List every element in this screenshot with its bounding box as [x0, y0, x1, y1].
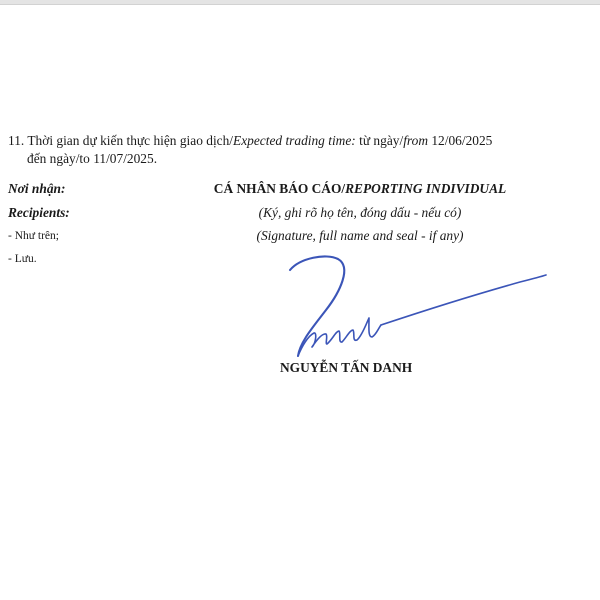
signature-stroke-tail [381, 275, 546, 325]
signer-name: NGUYỄN TẤN DANH [280, 360, 413, 375]
item-number: 11. [8, 133, 25, 148]
item-label-en: Expected trading time: [233, 133, 356, 148]
signature-title-vi: CÁ NHÂN BÁO CÁO/ [213, 181, 346, 196]
item-11-to-line: đến ngày/to 11/07/2025. [27, 151, 158, 166]
signature-instruction-en: (Signature, full name and seal - if any) [256, 228, 464, 243]
recipient-item: - Lưu. [8, 253, 37, 265]
signature-stroke-word [298, 318, 381, 356]
item-from-date: 12/06/2025 [428, 133, 493, 148]
recipients-heading-vi: Nơi nhận: [8, 181, 66, 196]
signature-title-en: REPORTING INDIVIDUAL [345, 181, 507, 196]
item-from-vi: từ ngày/ [355, 133, 404, 148]
recipients-heading-en: Recipients: [8, 205, 70, 220]
recipient-item: - Như trên; [8, 230, 59, 242]
signature-instruction-vi: (Ký, ghi rõ họ tên, đóng dấu - nếu có) [258, 205, 462, 220]
item-from-en: from [403, 133, 428, 148]
item-label-vi: Thời gian dự kiến thực hiện giao dịch/ [27, 133, 234, 148]
